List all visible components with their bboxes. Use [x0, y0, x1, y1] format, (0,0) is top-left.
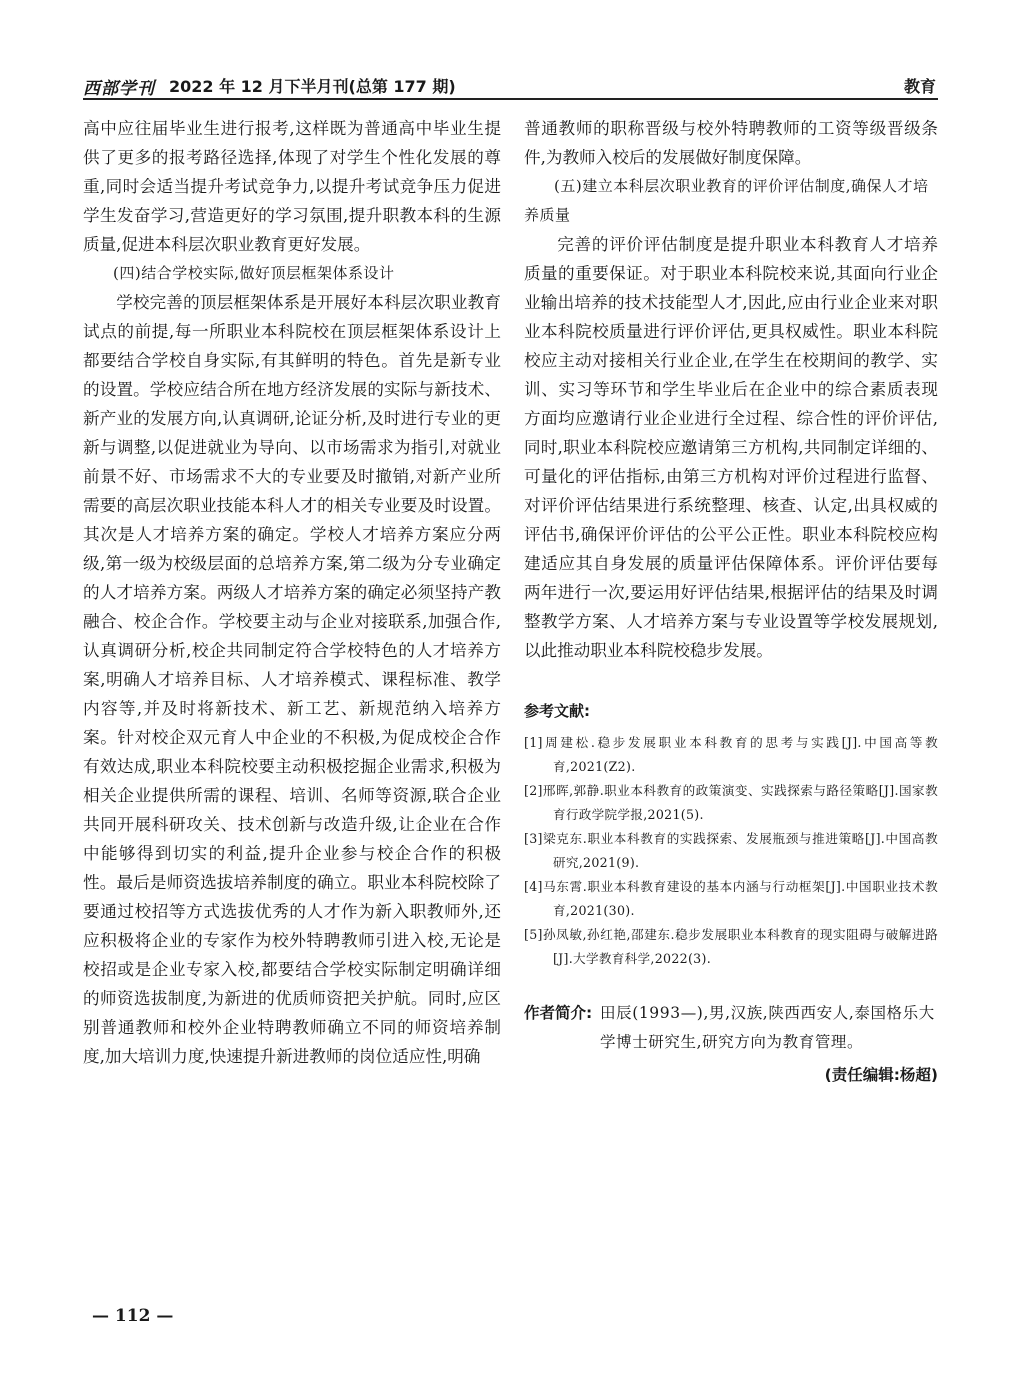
journal-logo: 西部学刊	[83, 79, 155, 99]
paragraph: 高中应往届毕业生进行报考,这样既为普通高中毕业生提供了更多的报考路径选择,体现了对学生个性化发展的尊重,同时会适当提升考试竞争力,以提升考试竞争压力促进学生发奋学习,营造更好的学习氛围,提升职教本科的生源质量,促进本科层次职业教育更好发展。	[83, 119, 501, 254]
editor-note: (责任编辑:杨超)	[824, 1066, 938, 1084]
paragraph: 普通教师的职称晋级与校外特聘教师的工资等级晋级条件,为教师入校后的发展做好制度保障。	[524, 119, 938, 167]
page-header	[83, 72, 938, 100]
issue-info: 2022 年 12 月下半月刊(总第 177 期)	[169, 77, 456, 96]
paragraph: 学校完善的顶层框架体系是开展好本科层次职业教育试点的前提,每一所职业本科院校在顶层框架体系设计上都要结合学校自身实际,有其鲜明的特色。首先是新专业的设置。学校应结合所在地方经济发展的实际与新技术、新产业的发展方向,认真调研,论证分析,及时进行专业的更新与调整,以促进就业为导向、以市场需求为指引,对就业前景不好、市场需求不大的专业要及时撤销,对新产业所需要的高层次职业技能本科人才的相关专业要及时设置。其次是人才培养方案的确定。学校人才培养方案应分两级,第一级为校级层面的总培养方案,第二级为分专业确定的人才培养方案。两级人才培养方案的确定必须坚持产教融合、校企合作。学校要主动与企业对接联系,加强合作,认真调研分析,校企共同制定符合学校特色的人才培养方案,明确人才培养目标、人才培养模式、课程标准、教学内容等,并及时将新技术、新工艺、新规范纳入培养方案。针对校企双元育人中企业的不积极,为促成校企合作有效达成,职业本科院校要主动积极挖掘企业需求,积极为相关企业提供所需的课程、培训、名师等资源,联合企业共同开展科研攻关、技术创新与改造升级,让企业在合作中能够得到切实的利益,提升企业参与校企合作的积极性。最后是师资选拔培养制度的确立。职业本科院校除了要通过校招等方式选拔优秀的人才作为新入职教师外,还应积极将企业的专家作为校外特聘教师引进入校,无论是校招或是企业专家入校,都要结合学校实际制定明确详细的师资选拔制度,为新进的优质师资把关护航。同时,应区别普通教师和校外企业特聘教师确立不同的师资培养制度,加大培训力度,快速提升新进教师的岗位适应性,明确	[83, 293, 501, 1066]
page-number: — 112 —	[92, 1306, 174, 1326]
reference-item: [5]孙凤敏,孙红艳,邵建东.稳步发展职业本科教育的现实阻碍与破解进路[J].大学教育科学,2022(3).	[524, 927, 938, 966]
section-heading: (五)建立本科层次职业教育的评价评估制度,确保人才培养质量	[524, 177, 929, 224]
author-bio	[524, 999, 938, 1057]
author-text: 田辰(1993—),男,汉族,陕西西安人,泰国格乐大学博士研究生,研究方向为教育管理。	[600, 1004, 935, 1051]
paragraph: 完善的评价评估制度是提升职业本科教育人才培养质量的重要保证。对于职业本科院校来说,其面向行业企业输出培养的技术技能型人才,因此,应由行业企业来对职业本科院校质量进行评价评估,更具权威性。职业本科院校应主动对接相关行业企业,在学生在校期间的教学、实训、实习等环节和学生毕业后在企业中的综合素质表现方面均应邀请行业企业进行全过程、综合性的评价评估,同时,职业本科院校应邀请第三方机构,共同制定详细的、可量化的评估指标,由第三方机构对评价过程进行监督、对评价评估结果进行系统整理、核查、认定,出具权威的评估书,确保评价评估的公平公正性。职业本科院校应构建适应其自身发展的质量评估保障体系。评价评估要每两年进行一次,要运用好评估结果,根据评估的结果及时调整教学方案、人才培养方案与专业设置等学校发展规划,以此推动职业本科院校稳步发展。	[524, 235, 938, 660]
section-heading: (四)结合学校实际,做好顶层框架体系设计	[113, 264, 395, 282]
reference-item: [3]梁克东.职业本科教育的实践探索、发展瓶颈与推进策略[J].中国高教研究,2021(9).	[524, 831, 938, 870]
reference-item: [2]邢晖,郭静.职业本科教育的政策演变、实践探索与路径策略[J].国家教育行政学院学报,2021(5).	[524, 783, 938, 822]
reference-item: [4]马东霄.职业本科教育建设的基本内涵与行动框架[J].中国职业技术教育,2021(30).	[524, 879, 938, 918]
reference-item: [1]周建松.稳步发展职业本科教育的思考与实践[J].中国高等教育,2021(Z2).	[524, 735, 938, 774]
section-name: 教育	[903, 77, 936, 96]
author-label: 作者简介:	[524, 1004, 593, 1022]
right-column	[524, 114, 938, 1090]
references-title: 参考文献:	[524, 702, 590, 720]
left-column	[83, 114, 501, 1071]
